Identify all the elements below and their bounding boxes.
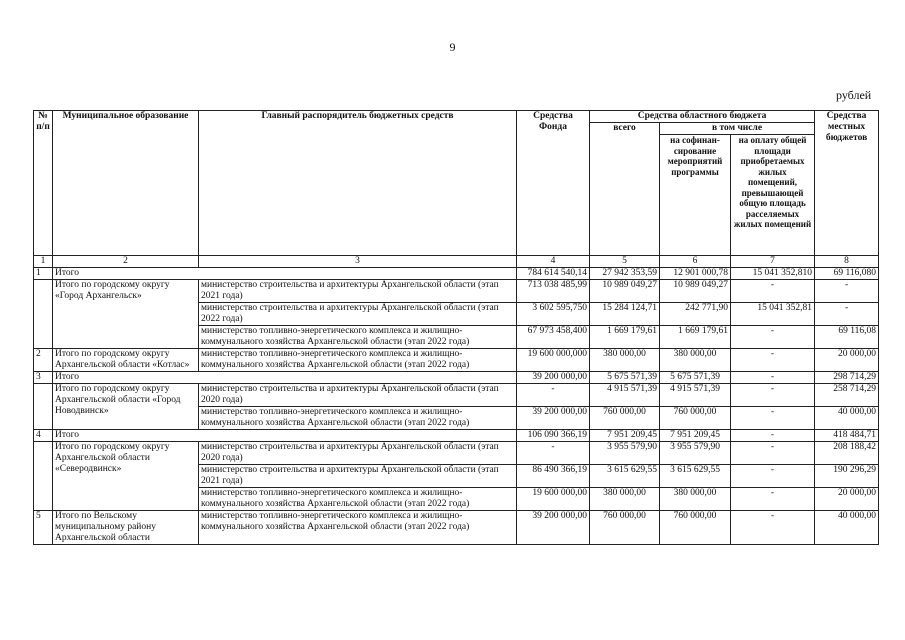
col-number: 6 — [660, 256, 731, 268]
row-excess: - — [731, 407, 815, 430]
row-municipality: Итого по городскому округу «Город Архангельск» — [53, 280, 199, 349]
row-local: 190 296,29 — [815, 465, 879, 488]
row-fund: 3 602 595,750 — [517, 303, 590, 326]
row-excess: - — [731, 384, 815, 407]
row-local: 69 116,08 — [815, 326, 879, 349]
row-cofin: 380 000,00 — [660, 349, 731, 372]
row-municipality: Итого — [53, 268, 517, 280]
row-cofin: 760 000,00 — [660, 511, 731, 545]
row-cofin: 380 000,00 — [660, 488, 731, 511]
page-number: 9 — [449, 40, 456, 54]
row-fund: - — [517, 442, 590, 465]
header-num: № п/п — [34, 111, 53, 256]
col-number: 7 — [731, 256, 815, 268]
row-cofin: 7 951 209,45 — [660, 430, 731, 442]
table-row — [34, 384, 879, 407]
row-total: 5 675 571,39 — [590, 372, 660, 384]
row-municipality: Итого — [53, 430, 517, 442]
row-local: 20 000,00 — [815, 349, 879, 372]
row-municipality: Итого — [53, 372, 517, 384]
row-fund: 713 038 485,99 — [517, 280, 590, 303]
row-excess: 15 041 352,810 — [731, 268, 815, 280]
header-cofinancing: на софинан-сирование мероприятий программы — [660, 135, 731, 256]
row-total: 380 000,00 — [590, 488, 660, 511]
header-excess: на оплату общей площади приобретаемых жилых помещений, превышающей общую площадь расселяемых жилых помещений — [731, 135, 815, 256]
header-total: всего — [590, 123, 660, 256]
row-cofin: 3 955 579,90 — [660, 442, 731, 465]
row-excess: - — [731, 372, 815, 384]
row-excess: - — [731, 280, 815, 303]
row-fund: 784 614 540,14 — [517, 268, 590, 280]
row-manager: министерство топливно-энергетического комплекса и жилищно-коммунального хозяйства Архангельской области (этап 2022 года) — [199, 488, 517, 511]
row-local: 40 000,00 — [815, 407, 879, 430]
row-cofin: 4 915 571,39 — [660, 384, 731, 407]
row-excess: - — [731, 488, 815, 511]
row-total: 380 000,00 — [590, 349, 660, 372]
row-num — [34, 442, 53, 511]
row-num: 3 — [34, 372, 53, 384]
row-manager: министерство топливно-энергетического комплекса и жилищно-коммунального хозяйства Архангельской области (этап 2022 года) — [199, 349, 517, 372]
row-manager: министерство строительства и архитектуры Архангельской области (этап 2021 года) — [199, 280, 517, 303]
row-cofin: 760 000,00 — [660, 407, 731, 430]
row-local: 258 714,29 — [815, 384, 879, 407]
row-municipality: Итого по городскому округу Архангельской области «Котлас» — [53, 349, 199, 372]
row-fund: - — [517, 384, 590, 407]
row-local: 20 000,00 — [815, 488, 879, 511]
row-total: 7 951 209,45 — [590, 430, 660, 442]
row-num: 4 — [34, 430, 53, 442]
row-local: 298 714,29 — [815, 372, 879, 384]
row-total: 3 955 579,90 — [590, 442, 660, 465]
table-row — [34, 511, 879, 545]
header-local: Средства местных бюджетов — [815, 111, 879, 256]
row-municipality: Итого по Вельскому муниципальному району Архангельской области — [53, 511, 199, 545]
row-excess: 15 041 352,81 — [731, 303, 815, 326]
row-local: 69 116,080 — [815, 268, 879, 280]
row-manager: министерство строительства и архитектуры Архангельской области (этап 2020 года) — [199, 442, 517, 465]
col-number: 1 — [34, 256, 53, 268]
units-label: рублей — [836, 88, 872, 102]
row-fund: 67 973 458,400 — [517, 326, 590, 349]
table-row — [34, 349, 879, 372]
budget-table — [33, 110, 879, 545]
row-excess: - — [731, 349, 815, 372]
row-excess: - — [731, 465, 815, 488]
row-total: 27 942 353,59 — [590, 268, 660, 280]
row-num: 5 — [34, 511, 53, 545]
row-municipality: Итого по городскому округу Архангельской области «Северодвинск» — [53, 442, 199, 511]
row-fund: 39 200 000,00 — [517, 407, 590, 430]
col-number: 5 — [590, 256, 660, 268]
row-manager: министерство строительства и архитектуры Архангельской области (этап 2020 года) — [199, 384, 517, 407]
col-number: 8 — [815, 256, 879, 268]
row-municipality: Итого по городскому округу Архангельской области «Город Новодвинск» — [53, 384, 199, 430]
row-excess: - — [731, 430, 815, 442]
row-fund: 106 090 366,19 — [517, 430, 590, 442]
row-fund: 39 200 000,00 — [517, 511, 590, 545]
row-manager: министерство топливно-энергетического комплекса и жилищно-коммунального хозяйства Архангельской области (этап 2022 года) — [199, 511, 517, 545]
row-manager: министерство строительства и архитектуры Архангельской области (этап 2022 года) — [199, 303, 517, 326]
row-cofin: 3 615 629,55 — [660, 465, 731, 488]
row-fund: 86 490 366,19 — [517, 465, 590, 488]
row-local: 208 188,42 — [815, 442, 879, 465]
row-cofin: 242 771,90 — [660, 303, 731, 326]
row-fund: 19 600 000,00 — [517, 488, 590, 511]
row-total: 10 989 049,27 — [590, 280, 660, 303]
row-cofin: 5 675 571,39 — [660, 372, 731, 384]
col-number: 4 — [517, 256, 590, 268]
row-total: 3 615 629,55 — [590, 465, 660, 488]
row-total: 15 284 124,71 — [590, 303, 660, 326]
row-manager: министерство строительства и архитектуры Архангельской области (этап 2021 года) — [199, 465, 517, 488]
row-excess: - — [731, 326, 815, 349]
row-num — [34, 384, 53, 430]
row-manager: министерство топливно-энергетического комплекса и жилищно-коммунального хозяйства Архангельской области (этап 2022 года) — [199, 326, 517, 349]
row-cofin: 1 669 179,61 — [660, 326, 731, 349]
header-manager: Главный распорядитель бюджетных средств — [199, 111, 517, 256]
header-regional: Средства областного бюджета — [590, 111, 815, 123]
row-manager: министерство топливно-энергетического комплекса и жилищно-коммунального хозяйства Архангельской области (этап 2022 года) — [199, 407, 517, 430]
row-local: - — [815, 303, 879, 326]
row-total: 760 000,00 — [590, 407, 660, 430]
row-num — [34, 280, 53, 349]
row-num: 1 — [34, 268, 53, 280]
row-local: 418 484,71 — [815, 430, 879, 442]
row-num: 2 — [34, 349, 53, 372]
row-excess: - — [731, 511, 815, 545]
table-row — [34, 442, 879, 465]
row-cofin: 10 989 049,27 — [660, 280, 731, 303]
table-row — [34, 280, 879, 303]
header-including: в том числе — [660, 123, 815, 135]
row-local: - — [815, 280, 879, 303]
row-cofin: 12 901 000,78 — [660, 268, 731, 280]
row-total: 4 915 571,39 — [590, 384, 660, 407]
row-excess: - — [731, 442, 815, 465]
header-municipality: Муниципальное образование — [53, 111, 199, 256]
row-fund: 19 600 000,000 — [517, 349, 590, 372]
row-total: 1 669 179,61 — [590, 326, 660, 349]
row-total: 760 000,00 — [590, 511, 660, 545]
col-number: 2 — [53, 256, 199, 268]
header-fund: Средства Фонда — [517, 111, 590, 256]
table-row — [34, 430, 879, 442]
table-row — [34, 372, 879, 384]
row-fund: 39 200 000,00 — [517, 372, 590, 384]
table-row — [34, 268, 879, 280]
col-number: 3 — [199, 256, 517, 268]
row-local: 40 000,00 — [815, 511, 879, 545]
column-numbers-row — [34, 256, 879, 268]
